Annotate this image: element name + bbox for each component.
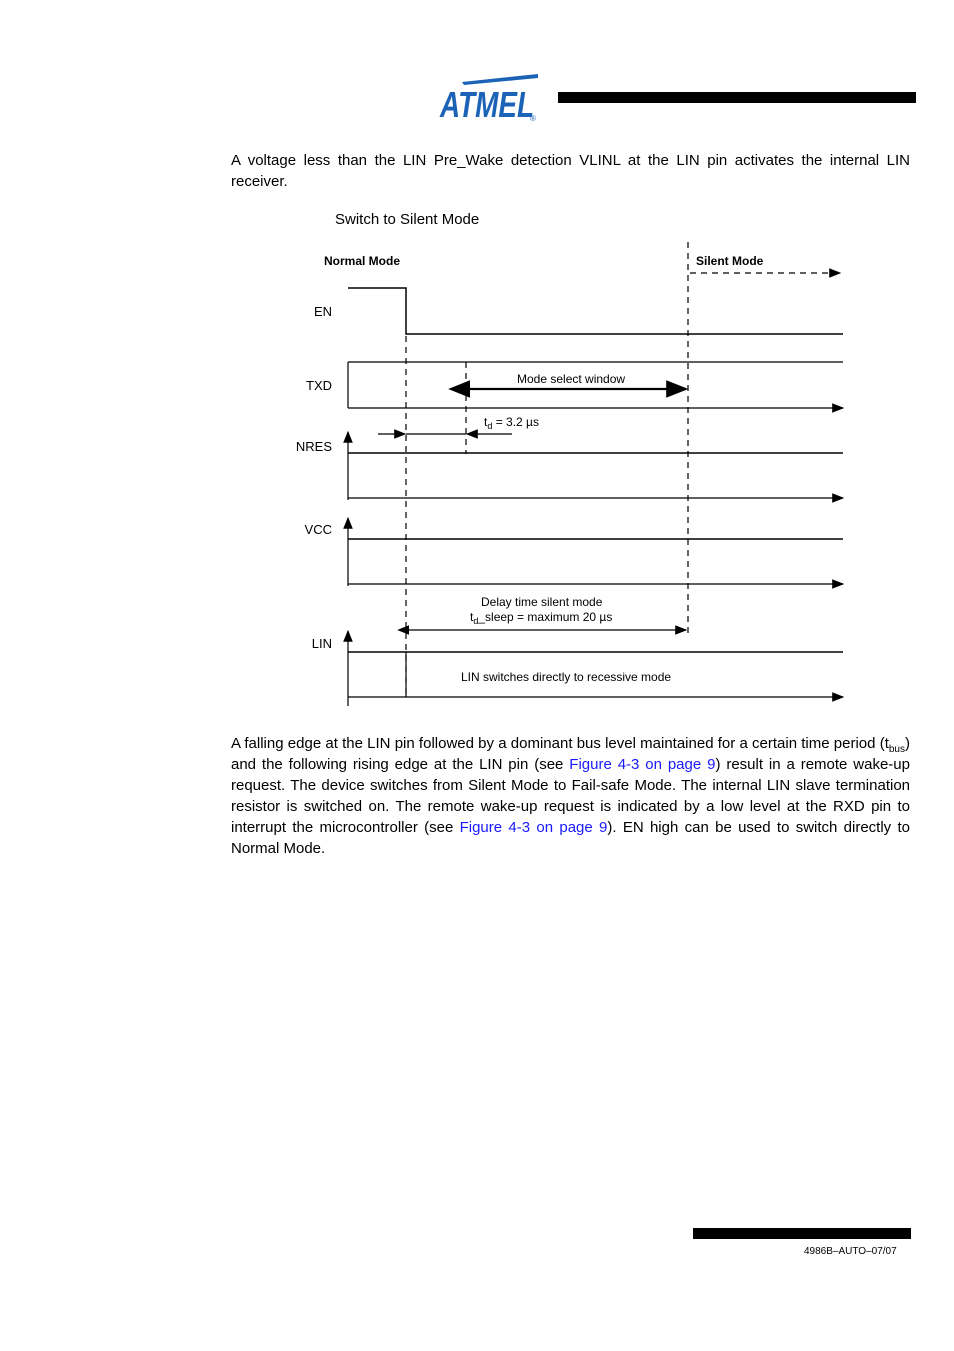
signal-label-txd: TXD: [306, 378, 332, 393]
body-paragraph: A falling edge at the LIN pin followed by a dominant bus level maintained for a certain time period $(t_{bus})$ and the following rising edge at the LIN pin (see Figure 4-3 on page 9) result in a remote wake-up request. The device switches from Silent Mode to Fail-safe Mode. The internal LIN slave termination resistor is switched on. The remote wake-up request is indicated by a low level at the RXD pin to interrupt the microcontroller (see Figure 4-3 on page 9). EN high can be used to switch directly to Normal Mode.: [231, 735, 910, 857]
intro-paragraph: A voltage less than the LIN Pre_Wake detection VLINL at the LIN pin activates the internal LIN receiver.: [231, 152, 910, 190]
mode-select-window-label: Mode select window: [517, 372, 626, 386]
logo-text: ATMEL: [439, 84, 534, 122]
signal-label-nres: NRES: [295, 439, 332, 454]
signal-label-lin: LIN: [311, 636, 332, 651]
td-label: $t_d = 3.2$ µs: [484, 415, 539, 431]
document-code: 4986B–AUTO–07/07: [804, 1246, 897, 1257]
normal-mode-label: Normal Mode: [324, 254, 401, 268]
timing-diagram: [280, 236, 850, 716]
figure-link-1[interactable]: Figure 4-3 on page 9: [569, 756, 716, 773]
registered-mark: ®: [530, 114, 536, 122]
atmel-logo: [438, 74, 542, 122]
footer-bar: [693, 1228, 911, 1239]
en-waveform: [348, 288, 843, 334]
silent-mode-label: Silent Mode: [696, 254, 764, 268]
figure-link-2[interactable]: Figure 4-3 on page 9: [459, 819, 608, 836]
signal-label-vcc: VCC: [304, 522, 332, 537]
figure-title: Switch to Silent Mode: [335, 211, 480, 228]
signal-label-en: EN: [313, 304, 332, 319]
delay-time-label: Delay time silent mode: [481, 595, 603, 609]
lin-note: LIN switches directly to recessive mode: [461, 670, 672, 684]
header-bar: [558, 92, 916, 103]
delay-time-value: $t_d\_sleep$ = maximum 20 µs: [470, 610, 613, 626]
